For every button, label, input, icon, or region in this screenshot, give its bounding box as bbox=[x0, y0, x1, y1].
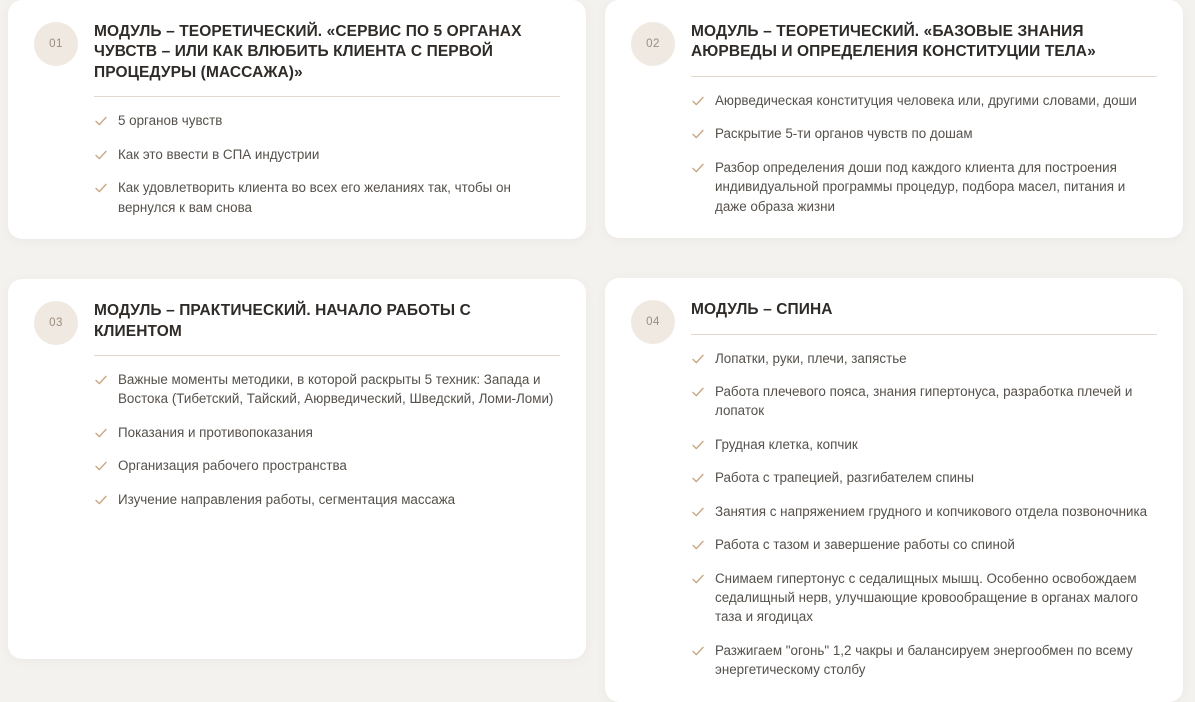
module-item-list bbox=[691, 77, 1157, 216]
module-number-badge: 03 bbox=[34, 301, 78, 345]
list-item-text: Грудная клетка, копчик bbox=[715, 436, 858, 452]
check-icon bbox=[691, 644, 705, 658]
list-item-text: Работа с тазом и завершение работы со спиной bbox=[715, 537, 1015, 553]
module-title: МОДУЛЬ – СПИНА bbox=[691, 300, 1157, 334]
module-card-03[interactable] bbox=[8, 279, 586, 659]
list-item bbox=[94, 423, 560, 442]
list-item-text: Работа с трапецией, разгибателем спины bbox=[715, 470, 974, 486]
list-item-text: Разжигаем "огонь" 1,2 чакры и балансируем энергообмен по всему энергетическому столбу bbox=[715, 642, 1133, 678]
module-title: МОДУЛЬ – ТЕОРЕТИЧЕСКИЙ. «СЕРВИС ПО 5 ОРГАНАХ ЧУВСТВ – ИЛИ КАК ВЛЮБИТЬ КЛИЕНТА С ПЕРВОЙ ПРОЦЕДУРЫ (МАССАЖА)» bbox=[94, 22, 560, 97]
list-item bbox=[94, 490, 560, 509]
list-item bbox=[691, 91, 1157, 110]
list-item-text: Работа плечевого пояса, знания гипертонуса, разработка плечей и лопаток bbox=[715, 383, 1133, 419]
check-icon bbox=[691, 127, 705, 141]
module-number-badge: 04 bbox=[631, 300, 675, 344]
module-card-inner bbox=[34, 297, 560, 509]
list-item bbox=[691, 349, 1157, 368]
check-icon bbox=[691, 161, 705, 175]
list-item bbox=[691, 535, 1157, 554]
list-item bbox=[691, 502, 1157, 521]
module-title: МОДУЛЬ – ТЕОРЕТИЧЕСКИЙ. «БАЗОВЫЕ ЗНАНИЯ АЮРВЕДЫ И ОПРЕДЕЛЕНИЯ КОНСТИТУЦИИ ТЕЛА» bbox=[691, 22, 1157, 77]
check-icon bbox=[691, 385, 705, 399]
check-icon bbox=[691, 572, 705, 586]
list-item-text: Занятия с напряжением грудного и копчикового отдела позвоночника bbox=[715, 503, 1148, 519]
list-item-text: Организация рабочего пространства bbox=[118, 458, 347, 474]
modules-column-right bbox=[605, 0, 1183, 702]
module-number-badge: 02 bbox=[631, 22, 675, 66]
list-item bbox=[691, 435, 1157, 454]
module-content bbox=[94, 297, 560, 509]
list-item-text: 5 органов чувств bbox=[118, 113, 223, 129]
list-item-text: Важные моменты методики, в которой раскрыты 5 техник: Запада и Востока (Тибетский, Тайский, Аюрведический, Шведский, Ломи-Ломи) bbox=[118, 372, 554, 407]
module-number-badge: 01 bbox=[34, 22, 78, 66]
module-item-list bbox=[94, 356, 560, 509]
list-item-text: Лопатки, руки, плечи, запястье bbox=[715, 350, 907, 366]
check-icon bbox=[94, 493, 108, 507]
list-item bbox=[691, 641, 1157, 680]
module-content bbox=[691, 18, 1157, 216]
list-item bbox=[691, 382, 1157, 421]
list-item bbox=[94, 456, 560, 475]
module-card-inner bbox=[631, 18, 1157, 216]
list-item-text: Показания и противопоказания bbox=[118, 424, 313, 440]
check-icon bbox=[691, 471, 705, 485]
list-item bbox=[94, 145, 560, 164]
module-item-list bbox=[94, 97, 560, 217]
list-item bbox=[691, 124, 1157, 143]
list-item-text: Раскрытие 5-ти органов чувств по дошам bbox=[715, 126, 973, 142]
list-item-text: Как это ввести в СПА индустрии bbox=[118, 146, 320, 162]
check-icon bbox=[691, 505, 705, 519]
check-icon bbox=[691, 538, 705, 552]
module-card-inner bbox=[34, 18, 560, 217]
list-item bbox=[691, 158, 1157, 216]
list-item bbox=[94, 370, 560, 409]
list-item bbox=[691, 468, 1157, 487]
list-item bbox=[94, 111, 560, 130]
module-card-01[interactable] bbox=[8, 0, 586, 239]
check-icon bbox=[94, 459, 108, 473]
list-item bbox=[691, 569, 1157, 627]
module-item-list bbox=[691, 335, 1157, 680]
list-item-text: Аюрведическая конституция человека или, другими словами, доши bbox=[715, 92, 1137, 108]
list-item-text: Разбор определения доши под каждого клиента для построения индивидуальной программы процедур, подбора масел, питания и даже образа жизни bbox=[715, 159, 1126, 214]
module-card-inner bbox=[631, 296, 1157, 680]
module-title: МОДУЛЬ – ПРАКТИЧЕСКИЙ. НАЧАЛО РАБОТЫ С КЛИЕНТОМ bbox=[94, 301, 560, 356]
check-icon bbox=[94, 373, 108, 387]
check-icon bbox=[94, 181, 108, 195]
list-item-text: Как удовлетворить клиента во всех его желаниях так, чтобы он вернулся к вам снова bbox=[118, 180, 511, 215]
modules-column-left bbox=[8, 0, 586, 702]
list-item-text: Изучение направления работы, сегментация массажа bbox=[118, 491, 456, 507]
module-content bbox=[691, 296, 1157, 680]
check-icon bbox=[691, 94, 705, 108]
module-card-02[interactable] bbox=[605, 0, 1183, 238]
module-card-04[interactable] bbox=[605, 278, 1183, 702]
check-icon bbox=[691, 352, 705, 366]
check-icon bbox=[94, 114, 108, 128]
check-icon bbox=[94, 148, 108, 162]
check-icon bbox=[94, 426, 108, 440]
module-content bbox=[94, 18, 560, 217]
check-icon bbox=[691, 438, 705, 452]
list-item-text: Снимаем гипертонус с седалищных мышц. Особенно освобождаем седалищный нерв, улучшающие кровообращение в органах малого таза и ягодицах bbox=[715, 570, 1138, 625]
list-item bbox=[94, 178, 560, 217]
